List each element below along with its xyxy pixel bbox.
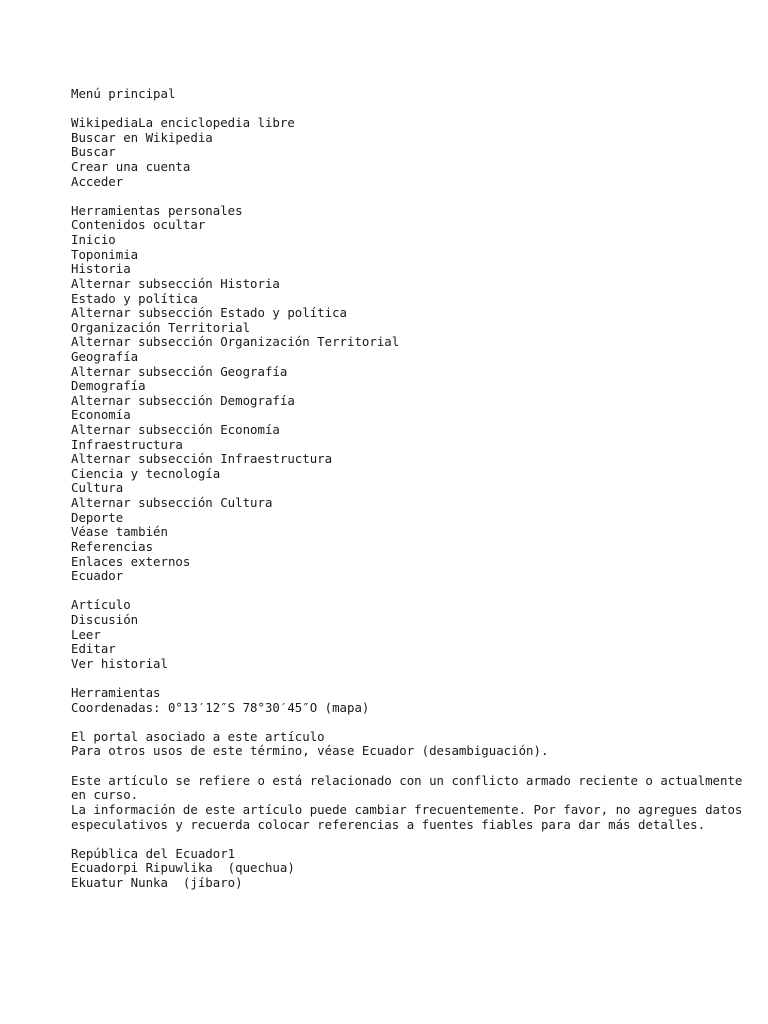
toc-toggle-cultura[interactable]: Alternar subsección Cultura (71, 495, 273, 511)
login-link[interactable]: Acceder (71, 173, 124, 189)
toc-item-inicio[interactable]: Inicio (71, 232, 116, 248)
toc-toggle-economia[interactable]: Alternar subsección Economía (71, 422, 280, 438)
toc-item-organizacion-territorial[interactable]: Organización Territorial (71, 319, 251, 335)
toc-item-economia[interactable]: Economía (71, 407, 131, 423)
spacer (71, 671, 751, 686)
portal-notice[interactable]: El portal asociado a este artículo (71, 728, 325, 744)
tab-read[interactable]: Leer (71, 626, 101, 642)
toc-item-toponimia[interactable]: Toponimia (71, 246, 139, 262)
personal-tools-menu[interactable]: Herramientas personales (71, 202, 243, 218)
search-button[interactable]: Buscar (71, 144, 116, 160)
spacer (71, 102, 751, 117)
toc-item-estado-politica[interactable]: Estado y política (71, 290, 198, 306)
official-name: República del Ecuador1 (71, 845, 236, 861)
toc-item-geografia[interactable]: Geografía (71, 348, 139, 364)
page-content (71, 87, 751, 891)
toc-item-cultura[interactable]: Cultura (71, 480, 124, 496)
native-name-jibaro: Ekuatur Nunka (jíbaro) (71, 874, 243, 890)
create-account-link[interactable]: Crear una cuenta (71, 159, 191, 175)
main-menu-button[interactable]: Menú principal (71, 86, 176, 101)
native-name-quechua: Ecuadorpi Ripuwlika (quechua) (71, 860, 295, 876)
toc-item-referencias[interactable]: Referencias (71, 538, 154, 554)
toc-toggle-infraestructura[interactable]: Alternar subsección Infraestructura (71, 451, 333, 467)
spacer (71, 584, 751, 599)
toc-item-deporte[interactable]: Deporte (71, 509, 124, 525)
toc-toggle-demografia[interactable]: Alternar subsección Demografía (71, 392, 295, 408)
wikipedia-logo[interactable]: WikipediaLa enciclopedia libre (71, 115, 295, 131)
tab-edit[interactable]: Editar (71, 641, 116, 657)
toc-item-demografia[interactable]: Demografía (71, 378, 146, 394)
tab-history[interactable]: Ver historial (71, 655, 168, 671)
toc-item-infraestructura[interactable]: Infraestructura (71, 436, 183, 452)
current-event-notice: Este artículo se refiere o está relacionado con un conflicto armado reciente o actualmente en curso. (71, 772, 743, 803)
page-title: Ecuador (71, 568, 124, 584)
toc-item-historia[interactable]: Historia (71, 261, 131, 277)
spacer (71, 189, 751, 204)
spacer (71, 759, 751, 774)
toc-item-vease-tambien[interactable]: Véase también (71, 524, 168, 540)
toc-item-ciencia-tecnologia[interactable]: Ciencia y tecnología (71, 465, 221, 481)
tab-discussion[interactable]: Discusión (71, 611, 139, 627)
toc-toggle-historia[interactable]: Alternar subsección Historia (71, 275, 280, 291)
spacer (71, 832, 751, 847)
toc-toggle-estado-politica[interactable]: Alternar subsección Estado y política (71, 305, 348, 321)
tools-menu[interactable]: Herramientas (71, 684, 161, 700)
toc-toggle-geografia[interactable]: Alternar subsección Geografía (71, 363, 288, 379)
disambiguation-notice: Para otros usos de este término, véase Ecuador (desambiguación). (71, 743, 549, 759)
coordinates-link[interactable]: Coordenadas: 0°13′12″S 78°30′45″O (mapa) (71, 699, 370, 715)
toc-toggle-organizacion-territorial[interactable]: Alternar subsección Organización Territorial (71, 334, 400, 350)
toc-toggle[interactable]: Contenidos ocultar (71, 217, 206, 233)
toc-item-enlaces-externos[interactable]: Enlaces externos (71, 553, 191, 569)
current-event-warning: La información de este artículo puede cambiar frecuentemente. Por favor, no agregues datos especulativos y recuerda colocar referencias a fuentes fiables para dar más detalles. (71, 801, 743, 832)
spacer (71, 715, 751, 730)
tab-article[interactable]: Artículo (71, 597, 131, 613)
search-input[interactable]: Buscar en Wikipedia (71, 129, 213, 145)
